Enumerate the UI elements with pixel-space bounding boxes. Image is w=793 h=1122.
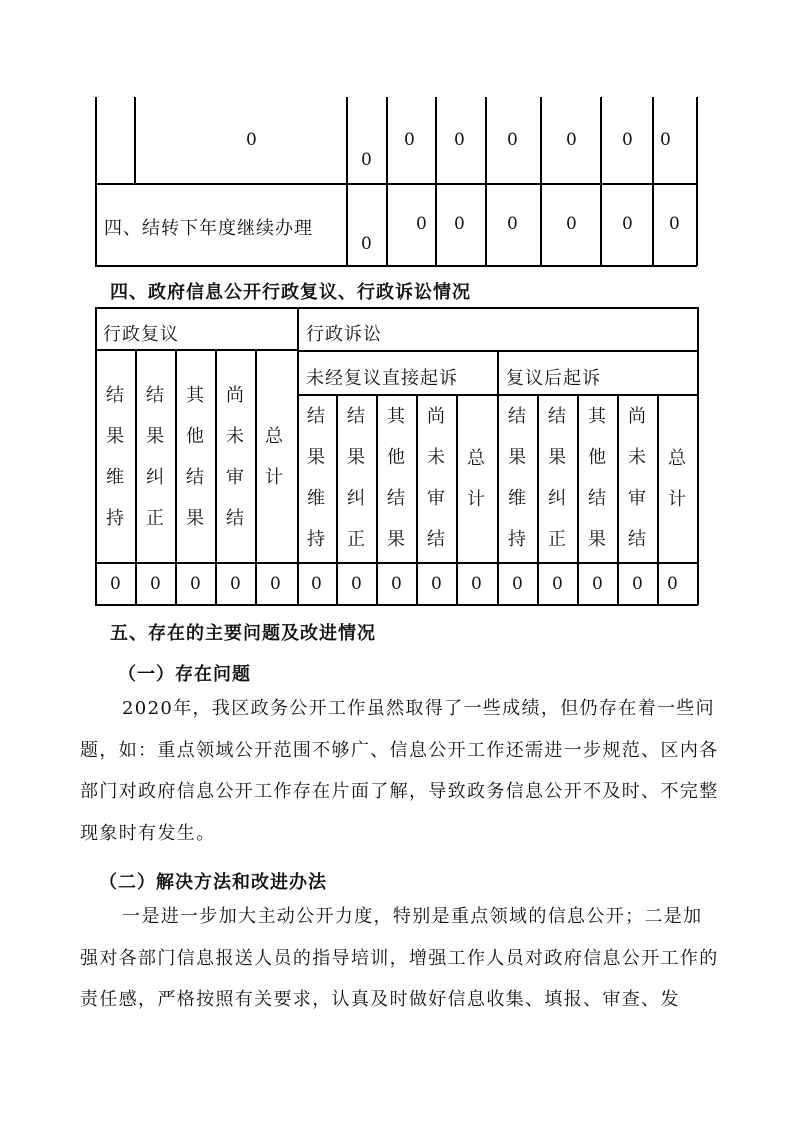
subsection-1-body: 2020年，我区政务公开工作虽然取得了一些成绩，但仍存在着一些问题，如：重点领域公开范围不够广、信息公开工作还需进一步规范、区内各部门对政府信息公开工作存在片面了解，导致政务信息公开不及时、不完整现象时有发生。 bbox=[80, 698, 719, 844]
table-cell-value: 0 bbox=[622, 130, 633, 150]
column-header: 其他结果 bbox=[186, 385, 204, 529]
table-cell-value: 0 bbox=[311, 574, 322, 594]
column-header: 尚未审结 bbox=[226, 385, 244, 529]
table-cell-value: 0 bbox=[391, 574, 402, 594]
table-cell-value: 0 bbox=[270, 574, 281, 594]
table-cell-value: 0 bbox=[404, 130, 415, 150]
column-header: 结果纠正 bbox=[347, 406, 365, 550]
table-cell-value: 0 bbox=[669, 214, 680, 234]
header-direct-suit: 未经复议直接起诉 bbox=[306, 368, 458, 389]
column-header: 其他结果 bbox=[387, 406, 405, 550]
table-cell-value: 0 bbox=[361, 150, 372, 170]
table-cell-value: 0 bbox=[660, 130, 671, 150]
section-5-title: 五、存在的主要问题及改进情况 bbox=[110, 623, 376, 644]
table-cell-value: 0 bbox=[150, 574, 161, 594]
section-4-title: 四、政府信息公开行政复议、行政诉讼情况 bbox=[110, 282, 471, 303]
table-cell-value: 0 bbox=[454, 214, 465, 234]
header-suit-after-review: 复议后起诉 bbox=[506, 368, 601, 389]
table-cell-value: 0 bbox=[230, 574, 241, 594]
table-cell-value: 0 bbox=[507, 130, 518, 150]
column-header: 总计 bbox=[668, 448, 686, 510]
column-header: 总计 bbox=[265, 426, 283, 488]
table-cell-value: 0 bbox=[592, 574, 603, 594]
column-header: 结果维持 bbox=[106, 385, 124, 529]
table-cell-value: 0 bbox=[416, 214, 427, 234]
row-label-carry-over: 四、结转下年度继续办理 bbox=[104, 218, 313, 239]
column-header: 其他结果 bbox=[588, 406, 606, 550]
column-header: 结果维持 bbox=[307, 406, 325, 550]
table-cell-value: 0 bbox=[361, 234, 372, 254]
table-cell-value: 0 bbox=[471, 574, 482, 594]
column-header: 尚未审结 bbox=[628, 406, 646, 550]
table-cell-value: 0 bbox=[512, 574, 523, 594]
table-cell-value: 0 bbox=[110, 574, 121, 594]
table-cell-value: 0 bbox=[667, 574, 678, 594]
subsection-2-body: 一是进一步加大主动公开力度，特别是重点领域的信息公开；二是加强对各部门信息报送人员的指导培训，增强工作人员对政府信息公开工作的责任感，严格按照有关要求，认真及时做好信息收集、填报、审查、发 bbox=[80, 906, 719, 1010]
table-cell-value: 0 bbox=[566, 214, 577, 234]
column-header: 结果纠正 bbox=[146, 385, 164, 529]
header-admin-litigation: 行政诉讼 bbox=[306, 324, 382, 345]
table-cell-value: 0 bbox=[507, 214, 518, 234]
subsection-1-title: （一）存在问题 bbox=[118, 664, 251, 685]
table-cell-value: 0 bbox=[632, 574, 643, 594]
subsection-2-title: （二）解决方法和改进办法 bbox=[99, 872, 327, 893]
table-cell-value: 0 bbox=[622, 214, 633, 234]
column-header: 结果维持 bbox=[508, 406, 526, 550]
table-cell-value: 0 bbox=[431, 574, 442, 594]
column-header: 尚未审结 bbox=[427, 406, 445, 550]
column-header: 总计 bbox=[467, 448, 485, 510]
table-cell-value: 0 bbox=[566, 130, 577, 150]
table-cell-value: 0 bbox=[351, 574, 362, 594]
column-header: 结果纠正 bbox=[548, 406, 566, 550]
header-admin-review: 行政复议 bbox=[103, 324, 179, 345]
table-cell-value: 0 bbox=[190, 574, 201, 594]
table-cell-value: 0 bbox=[552, 574, 563, 594]
table-cell-value: 0 bbox=[454, 130, 465, 150]
table-cell-value: 0 bbox=[246, 130, 257, 150]
